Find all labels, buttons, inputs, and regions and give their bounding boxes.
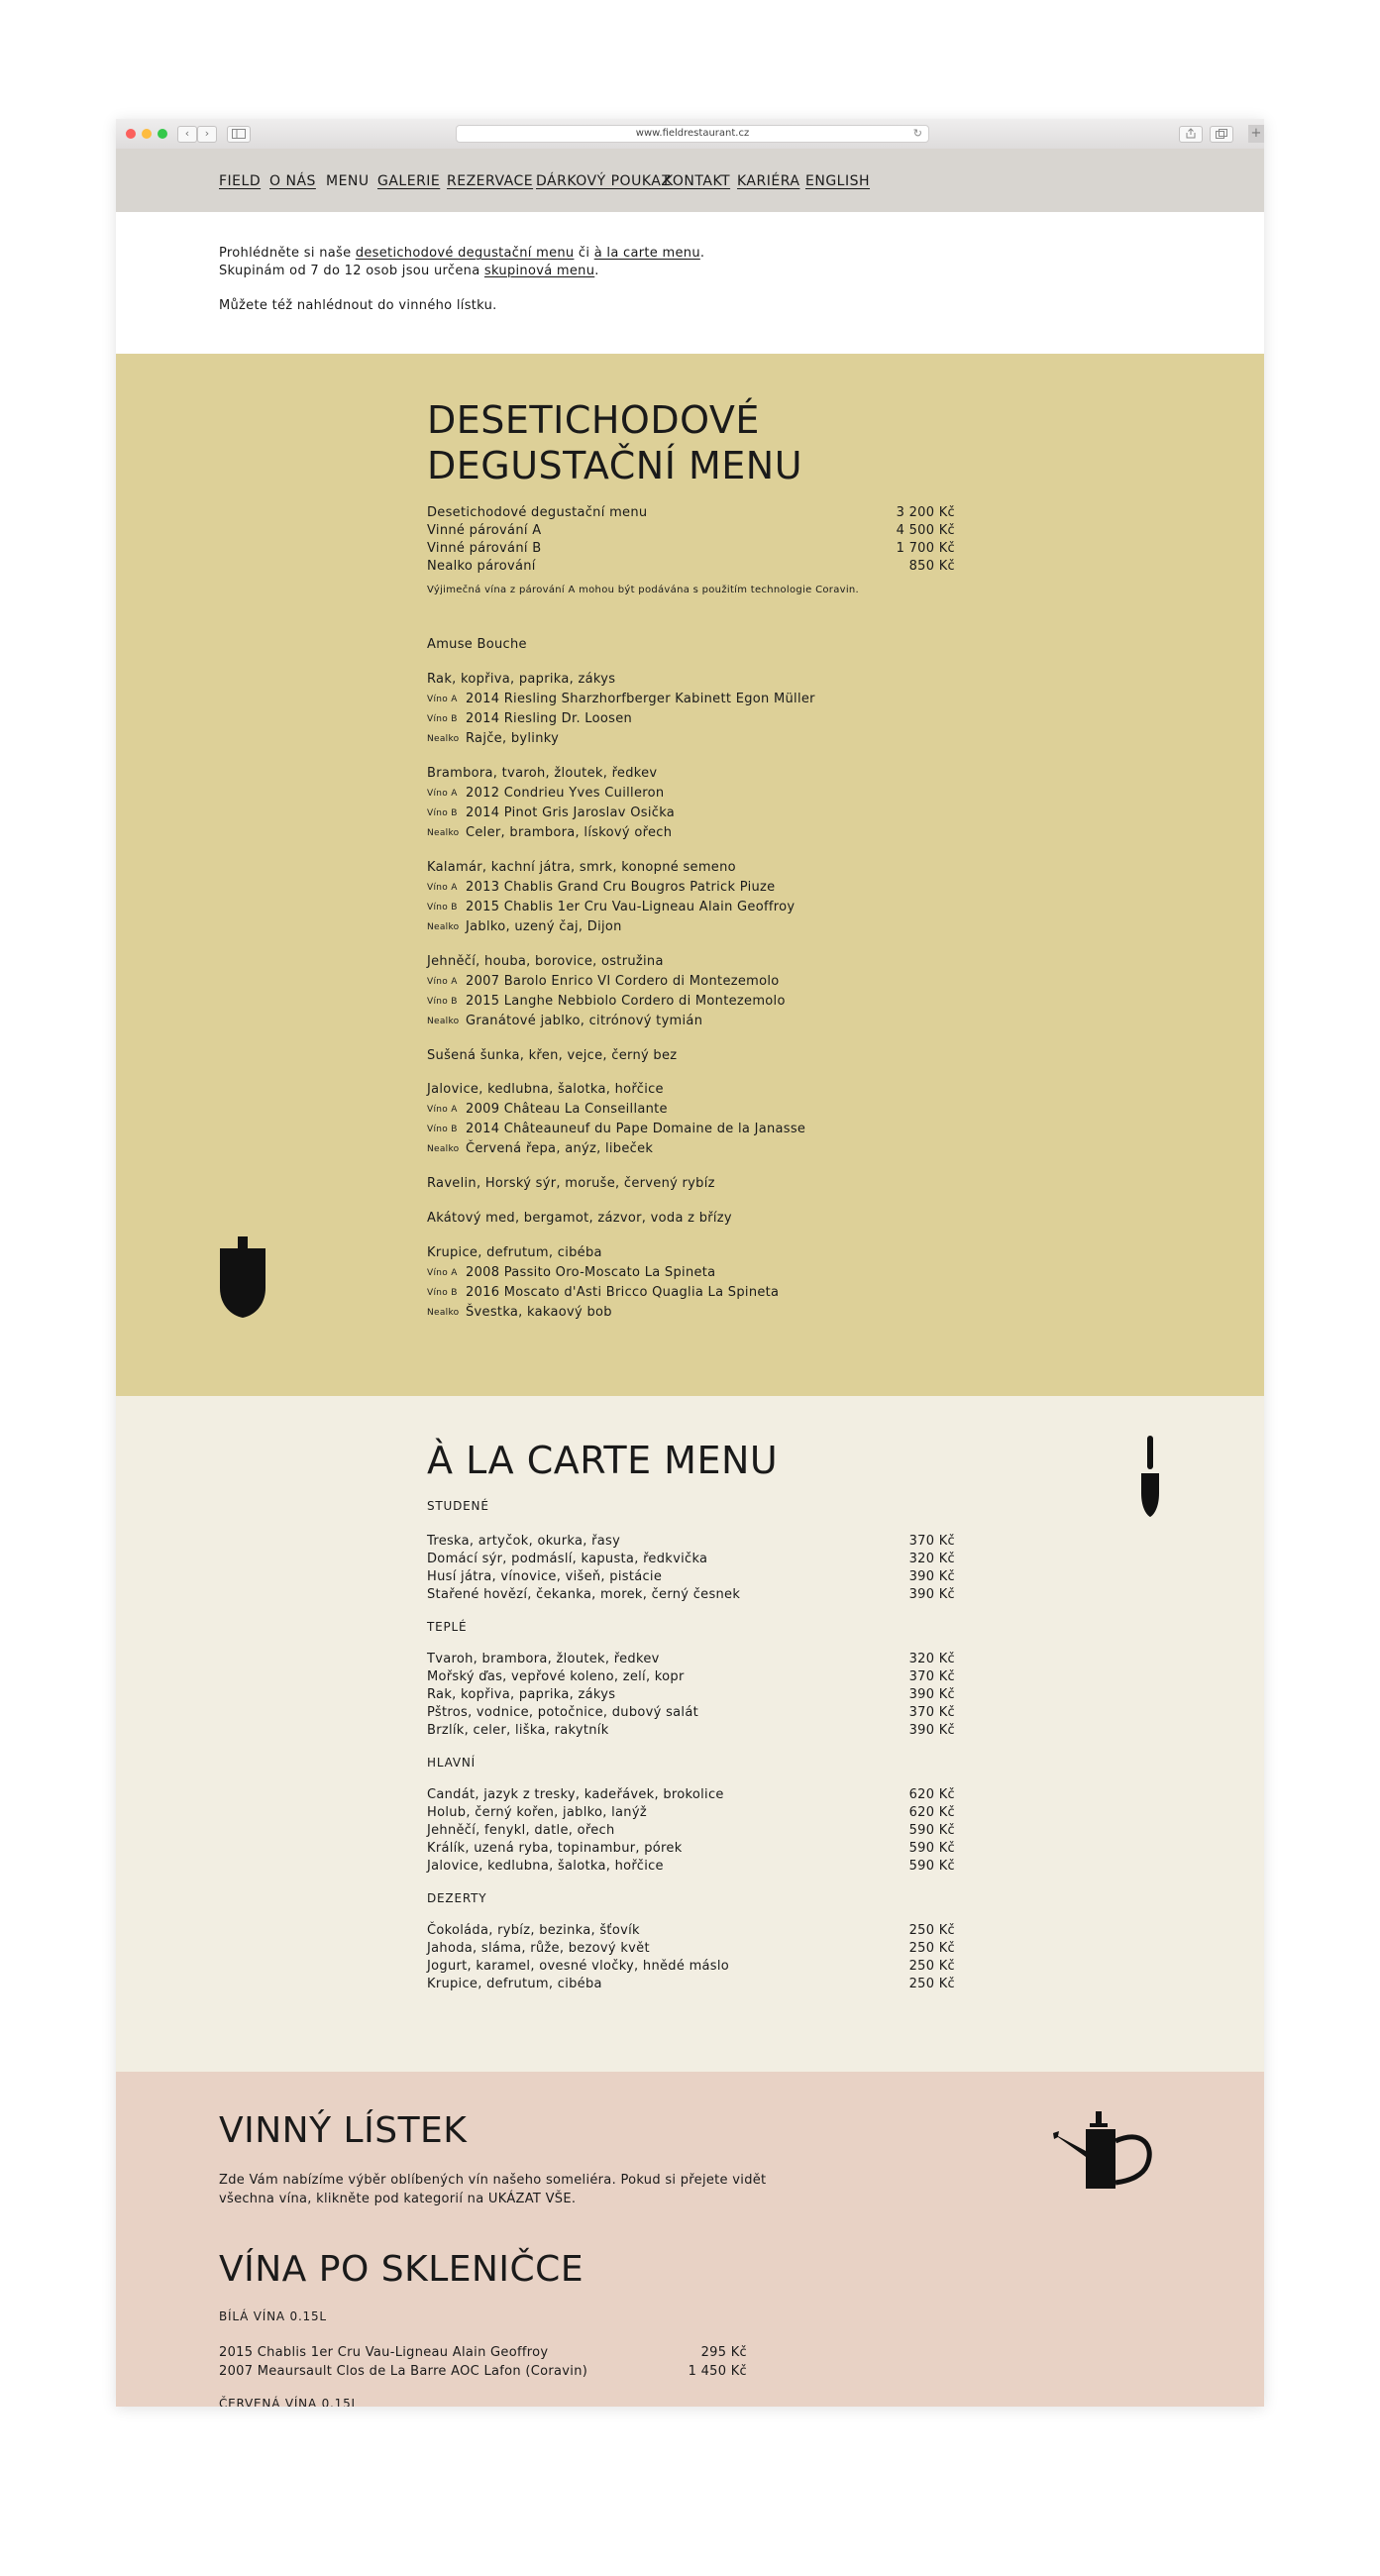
nav-galerie[interactable]: GALERIE [377,173,441,189]
pairing-label: Víno B [427,997,458,1007]
pairing-value: 2015 Chablis 1er Cru Vau-Ligneau Alain Geoffroy [466,900,796,914]
price-row-name: Nealko párování [427,559,536,574]
pairing-label: Nealko [427,828,460,838]
intro-line-2 [219,263,599,280]
pairing-value: Jablko, uzený čaj, Dijon [466,919,622,934]
pairing-value: 2013 Chablis Grand Cru Bougros Patrick Piuze [466,880,776,895]
category-heading: DEZERTY [427,1891,487,1905]
site-nav [116,149,1264,212]
pairing-label: Víno A [427,883,458,893]
intro-text: . [699,246,705,261]
course-dish: Akátový med, bergamot, zázvor, voda z břízy [427,1211,732,1226]
pairing-value: 2012 Condrieu Yves Cuilleron [466,786,665,801]
dish-name: Mořský ďas, vepřové koleno, zelí, kopr [427,1669,685,1684]
wine-description [219,2171,766,2208]
pairing-value: 2014 Pinot Gris Jaroslav Osička [466,805,676,820]
intro-text: . [594,264,599,278]
pairing-value: 2007 Barolo Enrico VI Cordero di Montezemolo [466,974,780,989]
pairing-value: Granátové jablko, citrónový tymián [466,1014,703,1028]
pairing-value: Červená řepa, anýz, libeček [466,1141,654,1156]
intro-line-1 [219,245,704,263]
url-text: www.fieldrestaurant.cz [635,128,750,139]
pairing-value: 2014 Riesling Sharzhorfberger Kabinett Egon Müller [466,692,815,706]
pairing-label: Víno B [427,808,458,818]
category-heading: BÍLÁ VÍNA 0.15L [219,2309,327,2323]
dish-name: Stařené hovězí, čekanka, morek, černý česnek [427,1587,741,1602]
price-row-price: 3 200 Kč [896,505,955,520]
course-dish: Krupice, defrutum, cibéba [427,1245,602,1260]
wine-name: 2015 Chablis 1er Cru Vau-Ligneau Alain Geoffroy [219,2345,549,2360]
dish-price: 590 Kč [908,1823,955,1838]
dish-name: Treska, artyčok, okurka, řasy [427,1534,621,1549]
dish-price: 320 Kč [908,1652,955,1666]
dish-name: Čokoláda, rybíz, bezinka, šťovík [427,1923,640,1938]
dish-name: Rak, kopřiva, paprika, zákys [427,1687,616,1702]
tabs-icon[interactable] [1210,126,1233,143]
price-row-name: Vinné párování B [427,541,542,556]
nav-o-nas[interactable]: O NÁS [269,173,316,189]
wine-price: 1 450 Kč [688,2364,747,2379]
back-button[interactable]: ‹ [177,126,197,143]
course-dish: Jehněčí, houba, borovice, ostružina [427,954,664,969]
pairing-label: Víno A [427,789,458,799]
pairing-label: Víno A [427,1268,458,1278]
pairing-label: Nealko [427,922,460,932]
close-window-button[interactable] [126,129,136,139]
dish-name: Holub, černý kořen, jablko, lanýž [427,1805,647,1820]
nav-darkovy-poukaz[interactable]: DÁRKOVÝ POUKAZ [536,173,672,189]
pairing-label: Víno A [427,977,458,987]
dish-price: 620 Kč [908,1787,955,1802]
price-row-name: Desetichodové degustační menu [427,505,648,520]
pairing-label: Víno A [427,695,458,704]
tasting-title [427,397,802,488]
tasting-title-line-1: DESETICHODOVÉ [427,398,760,442]
dish-price: 320 Kč [908,1552,955,1566]
dish-name: Jehněčí, fenykl, datle, ořech [427,1823,615,1838]
nav-kariera[interactable]: KARIÉRA [737,173,800,189]
dish-price: 370 Kč [908,1534,955,1549]
pairing-label: Víno B [427,903,458,912]
pairing-label: Nealko [427,1144,460,1154]
pairing-label: Víno A [427,1105,458,1115]
price-row-price: 4 500 Kč [896,523,955,538]
zoom-window-button[interactable] [158,129,167,139]
dish-price: 250 Kč [908,1941,955,1956]
category-heading: TEPLÉ [427,1620,468,1634]
dish-price: 590 Kč [908,1841,955,1856]
pairing-label: Víno B [427,1125,458,1134]
nav-kontakt[interactable]: KONTAKT [664,173,731,189]
wine-description-line-2: všechna vína, klikněte pod kategorií na UKÁZAT VŠE. [219,2192,577,2206]
dish-price: 390 Kč [908,1587,955,1602]
pairing-value: 2015 Langhe Nebbiolo Cordero di Montezemolo [466,994,786,1009]
course-dish: Amuse Bouche [427,637,527,652]
pairing-value: 2009 Château La Conseillante [466,1102,668,1117]
address-bar[interactable] [456,125,929,143]
category-heading: HLAVNÍ [427,1756,476,1770]
dish-price: 390 Kč [908,1723,955,1738]
dish-price: 250 Kč [908,1959,955,1974]
dish-name: Jalovice, kedlubna, šalotka, hořčice [427,1859,664,1874]
pairing-value: 2014 Châteauneuf du Pape Domaine de la Janasse [466,1122,806,1136]
intro-text: Prohlédněte si naše [219,246,356,261]
intro-line-3: Můžete též nahlédnout do vinného lístku. [219,298,497,313]
wine-description-line-1: Zde Vám nabízíme výběr oblíbených vín našeho someliéra. Pokud si přejete vidět [219,2173,767,2188]
watering-can-icon [1052,2109,1163,2191]
pairing-label: Nealko [427,734,460,744]
coravin-note: Výjimečná vína z párování A mohou být podávána s použitím technologie Coravin. [427,585,860,595]
pairing-value: 2014 Riesling Dr. Loosen [466,711,633,726]
pairing-label: Nealko [427,1017,460,1026]
alacarte-section [116,1396,1264,2072]
sidebar-toggle-icon[interactable] [227,126,251,143]
course-dish: Ravelin, Horský sýr, moruše, červený rybíz [427,1176,715,1191]
course-dish: Rak, kopřiva, paprika, zákys [427,672,616,687]
category-heading: STUDENÉ [427,1499,489,1513]
category-heading: ČERVENÁ VÍNA 0.15L [219,2397,359,2407]
shovel-icon [218,1236,267,1318]
intro-section [116,212,1264,354]
price-row-price: 850 Kč [908,559,955,574]
intro-text: či [574,246,594,261]
dish-name: Brzlík, celer, liška, rakytník [427,1723,609,1738]
nav-menu[interactable]: MENU [326,173,370,189]
trowel-icon [1138,1436,1162,1517]
dish-name: Jahoda, sláma, růže, bezový květ [427,1941,650,1956]
browser-window [116,119,1264,2407]
dish-name: Králík, uzená ryba, topinambur, pórek [427,1841,683,1856]
price-row-price: 1 700 Kč [896,541,955,556]
browser-toolbar [116,119,1264,150]
nav-field[interactable]: FIELD [219,173,262,189]
group-menu-link[interactable]: skupinová menu [483,264,595,278]
pairing-label: Víno B [427,714,458,724]
pairing-value: Celer, brambora, lískový ořech [466,825,673,840]
course-dish: Brambora, tvaroh, žloutek, ředkev [427,766,658,781]
dish-price: 370 Kč [908,1705,955,1720]
pairing-value: Švestka, kakaový bob [466,1305,612,1320]
dish-name: Pštros, vodnice, potočnice, dubový salát [427,1705,698,1720]
dish-price: 250 Kč [908,1923,955,1938]
dish-price: 370 Kč [908,1669,955,1684]
wine-price: 295 Kč [700,2345,747,2360]
wine-name: 2007 Meaursault Clos de La Barre AOC Lafon (Coravin) [219,2364,588,2379]
intro-text: Skupinám od 7 do 12 osob jsou určena [219,264,484,278]
dish-name: Tvaroh, brambora, žloutek, ředkev [427,1652,660,1666]
dish-price: 590 Kč [908,1859,955,1874]
wine-title: VINNÝ LÍSTEK [219,2110,468,2151]
dish-name: Candát, jazyk z tresky, kadeřávek, brokolice [427,1787,724,1802]
dish-name: Krupice, defrutum, cibéba [427,1977,602,1991]
dish-name: Jogurt, karamel, ovesné vločky, hnědé máslo [427,1959,730,1974]
price-row-name: Vinné párování A [427,523,542,538]
nav-english[interactable]: ENGLISH [805,173,871,189]
pairing-value: Rajče, bylinky [466,731,560,746]
pairing-label: Víno B [427,1288,458,1298]
course-dish: Sušená šunka, křen, vejce, černý bez [427,1048,678,1063]
dish-price: 390 Kč [908,1687,955,1702]
alacarte-title: À LA CARTE MENU [427,1439,779,1482]
reload-icon[interactable]: ↻ [912,127,922,140]
glass-wines-title: VÍNA PO SKLENIČCE [219,2249,584,2290]
course-dish: Kalamár, kachní játra, smrk, konopné semeno [427,860,736,875]
alacarte-link[interactable]: à la carte menu [593,246,700,261]
forward-button[interactable]: › [197,126,217,143]
dish-price: 250 Kč [908,1977,955,1991]
wine-section [116,2072,1264,2407]
dish-price: 390 Kč [908,1569,955,1584]
new-tab-button[interactable]: + [1248,125,1264,143]
minimize-window-button[interactable] [142,129,152,139]
dish-price: 620 Kč [908,1805,955,1820]
share-icon[interactable] [1179,126,1203,143]
pairing-value: 2016 Moscato d'Asti Bricco Quaglia La Spineta [466,1285,780,1300]
dish-name: Domácí sýr, podmáslí, kapusta, ředkvička [427,1552,708,1566]
tasting-menu-link[interactable]: desetichodové degustační menu [355,246,575,261]
course-dish: Jalovice, kedlubna, šalotka, hořčice [427,1082,664,1097]
tasting-title-line-2: DEGUSTAČNÍ MENU [427,444,803,487]
nav-rezervace[interactable]: REZERVACE [447,173,534,189]
dish-name: Husí játra, vínovice, višeň, pistácie [427,1569,663,1584]
pairing-label: Nealko [427,1308,460,1318]
pairing-value: 2008 Passito Oro-Moscato La Spineta [466,1265,716,1280]
tasting-menu-section [116,354,1264,1396]
